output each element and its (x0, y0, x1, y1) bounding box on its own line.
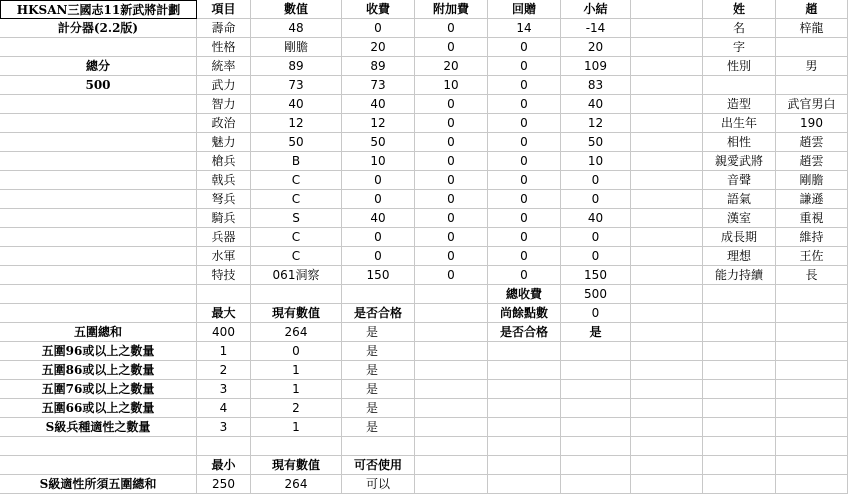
profile-label[interactable]: 出生年 (703, 114, 776, 133)
check-current[interactable]: 1 (251, 380, 342, 399)
stat-item[interactable]: 智力 (197, 95, 251, 114)
empty-cell[interactable] (631, 247, 703, 266)
empty-cell[interactable] (631, 285, 703, 304)
profile-value[interactable]: 趙雲 (776, 152, 848, 171)
stat-item[interactable]: 水軍 (197, 247, 251, 266)
stat-subtotal[interactable]: 12 (561, 114, 631, 133)
empty-cell[interactable] (251, 285, 342, 304)
sheet-row (0, 285, 848, 304)
stat-item[interactable]: 特技 (197, 266, 251, 285)
check-label[interactable]: S級兵種適性之數量 (0, 418, 197, 437)
check-pass[interactable]: 是 (342, 380, 415, 399)
check-label[interactable]: 五圍總和 (0, 323, 197, 342)
empty-cell[interactable] (776, 285, 848, 304)
empty-cell[interactable] (488, 418, 561, 437)
empty-cell[interactable] (415, 399, 488, 418)
stat-value[interactable]: B (251, 152, 342, 171)
sheet-row (0, 418, 848, 437)
empty-cell[interactable] (561, 456, 631, 475)
empty-cell[interactable] (415, 342, 488, 361)
profile-value[interactable]: 長 (776, 266, 848, 285)
profile-value[interactable]: 剛膽 (776, 171, 848, 190)
empty-cell[interactable] (631, 342, 703, 361)
s-header-usable[interactable]: 可否使用 (342, 456, 415, 475)
stat-fee[interactable]: 89 (342, 57, 415, 76)
stat-subtotal[interactable]: 109 (561, 57, 631, 76)
stat-rebate[interactable]: 0 (488, 228, 561, 247)
sheet-row (0, 171, 848, 190)
stat-rebate[interactable]: 0 (488, 209, 561, 228)
empty-cell[interactable] (0, 456, 197, 475)
empty-cell[interactable] (703, 285, 776, 304)
empty-cell[interactable] (0, 304, 197, 323)
check-pass[interactable]: 是 (342, 361, 415, 380)
empty-cell[interactable] (415, 285, 488, 304)
empty-cell[interactable] (631, 304, 703, 323)
check-pass[interactable]: 是 (342, 399, 415, 418)
stat-subtotal[interactable]: 50 (561, 133, 631, 152)
stat-fee[interactable]: 0 (342, 190, 415, 209)
total-score-label[interactable]: 總分 (0, 57, 197, 76)
sheet-row (0, 190, 848, 209)
empty-cell[interactable] (703, 437, 776, 456)
empty-cell[interactable] (0, 228, 197, 247)
sheet-title-cell[interactable]: HKSAN三國志11新武將計劃 (0, 0, 197, 19)
empty-cell[interactable] (631, 399, 703, 418)
check-label[interactable]: 五圍86或以上之數量 (0, 361, 197, 380)
stat-rebate[interactable]: 0 (488, 57, 561, 76)
empty-cell[interactable] (561, 342, 631, 361)
stat-subtotal[interactable]: 20 (561, 38, 631, 57)
remaining-points-value[interactable]: 0 (561, 304, 631, 323)
check-current[interactable]: 2 (251, 399, 342, 418)
empty-cell[interactable] (561, 399, 631, 418)
empty-cell[interactable] (776, 323, 848, 342)
stat-rebate[interactable]: 0 (488, 171, 561, 190)
stats-header-rebate[interactable]: 回贈 (488, 0, 561, 19)
s-header-min[interactable]: 最小 (197, 456, 251, 475)
profile-label[interactable]: 造型 (703, 95, 776, 114)
profile-value[interactable]: 武官男白 (776, 95, 848, 114)
empty-cell[interactable] (0, 133, 197, 152)
stat-rebate[interactable]: 0 (488, 133, 561, 152)
empty-cell[interactable] (703, 418, 776, 437)
sheet-row (0, 152, 848, 171)
sheet-row (0, 456, 848, 475)
sheet-row (0, 342, 848, 361)
stat-fee[interactable]: 0 (342, 247, 415, 266)
profile-label[interactable]: 性別 (703, 57, 776, 76)
sheet-row (0, 95, 848, 114)
stat-item[interactable]: 騎兵 (197, 209, 251, 228)
sheet-row (0, 114, 848, 133)
check-pass[interactable]: 是 (342, 323, 415, 342)
check-max[interactable]: 400 (197, 323, 251, 342)
empty-cell[interactable] (631, 266, 703, 285)
stat-surcharge[interactable]: 0 (415, 190, 488, 209)
stat-value[interactable]: C (251, 247, 342, 266)
profile-value[interactable]: 重視 (776, 209, 848, 228)
profile-value[interactable]: 王佐 (776, 247, 848, 266)
stat-value[interactable]: C (251, 190, 342, 209)
check-header-max[interactable]: 最大 (197, 304, 251, 323)
empty-cell[interactable] (631, 38, 703, 57)
stat-surcharge[interactable]: 0 (415, 38, 488, 57)
stat-fee[interactable]: 50 (342, 133, 415, 152)
stat-subtotal[interactable]: 0 (561, 190, 631, 209)
stat-value[interactable]: 061洞察 (251, 266, 342, 285)
check-header-current[interactable]: 現有數值 (251, 304, 342, 323)
remaining-points-label[interactable]: 尚餘點數 (488, 304, 561, 323)
empty-cell[interactable] (703, 399, 776, 418)
empty-cell[interactable] (0, 437, 197, 456)
check-max[interactable]: 4 (197, 399, 251, 418)
sheet-row (0, 76, 848, 95)
stat-item[interactable]: 槍兵 (197, 152, 251, 171)
stat-item[interactable]: 性格 (197, 38, 251, 57)
empty-cell[interactable] (0, 152, 197, 171)
empty-cell[interactable] (776, 475, 848, 494)
profile-value[interactable]: 男 (776, 57, 848, 76)
stat-value[interactable]: S (251, 209, 342, 228)
stat-surcharge[interactable]: 0 (415, 95, 488, 114)
stat-rebate[interactable]: 14 (488, 19, 561, 38)
stat-item[interactable]: 統率 (197, 57, 251, 76)
check-max[interactable]: 3 (197, 418, 251, 437)
stat-subtotal[interactable]: 0 (561, 228, 631, 247)
stat-surcharge[interactable]: 0 (415, 228, 488, 247)
profile-label[interactable] (703, 76, 776, 95)
s-requirement-current[interactable]: 264 (251, 475, 342, 494)
empty-cell[interactable] (776, 456, 848, 475)
profile-value[interactable]: 趙雲 (776, 133, 848, 152)
sheet-row (0, 57, 848, 76)
stat-fee[interactable]: 0 (342, 19, 415, 38)
empty-cell[interactable] (631, 76, 703, 95)
profile-value[interactable] (776, 38, 848, 57)
sheet-row (0, 19, 848, 38)
empty-cell[interactable] (415, 304, 488, 323)
empty-cell[interactable] (703, 475, 776, 494)
stat-surcharge[interactable]: 0 (415, 114, 488, 133)
stat-surcharge[interactable]: 0 (415, 247, 488, 266)
profile-label[interactable]: 語氣 (703, 190, 776, 209)
stat-rebate[interactable]: 0 (488, 247, 561, 266)
stats-header-surcharge[interactable]: 附加費 (415, 0, 488, 19)
stat-fee[interactable]: 12 (342, 114, 415, 133)
empty-cell[interactable] (776, 418, 848, 437)
empty-cell[interactable] (0, 209, 197, 228)
sheet-row (0, 380, 848, 399)
sheet-row (0, 437, 848, 456)
stat-fee[interactable]: 150 (342, 266, 415, 285)
empty-cell[interactable] (561, 380, 631, 399)
stat-surcharge[interactable]: 10 (415, 76, 488, 95)
empty-cell[interactable] (415, 437, 488, 456)
stat-subtotal[interactable]: 0 (561, 247, 631, 266)
stat-subtotal[interactable]: 150 (561, 266, 631, 285)
empty-cell[interactable] (415, 456, 488, 475)
empty-cell[interactable] (631, 456, 703, 475)
profile-label[interactable]: 能力持續 (703, 266, 776, 285)
empty-cell[interactable] (415, 380, 488, 399)
profile-value[interactable] (776, 76, 848, 95)
empty-cell[interactable] (488, 361, 561, 380)
stat-surcharge[interactable]: 20 (415, 57, 488, 76)
overall-pass-value[interactable]: 是 (561, 323, 631, 342)
empty-cell[interactable] (631, 0, 703, 19)
empty-cell[interactable] (0, 285, 197, 304)
empty-cell[interactable] (776, 399, 848, 418)
stat-rebate[interactable]: 0 (488, 38, 561, 57)
stat-rebate[interactable]: 0 (488, 95, 561, 114)
profile-value[interactable]: 梓龍 (776, 19, 848, 38)
stat-value[interactable]: 48 (251, 19, 342, 38)
s-requirement-min[interactable]: 250 (197, 475, 251, 494)
stat-surcharge[interactable]: 0 (415, 171, 488, 190)
total-fee-value[interactable]: 500 (561, 285, 631, 304)
profile-label[interactable]: 親愛武將 (703, 152, 776, 171)
stat-item[interactable]: 魅力 (197, 133, 251, 152)
empty-cell[interactable] (251, 437, 342, 456)
sheet-row (0, 209, 848, 228)
empty-cell[interactable] (776, 304, 848, 323)
sheet-row (0, 304, 848, 323)
stat-fee[interactable]: 40 (342, 209, 415, 228)
stat-rebate[interactable]: 0 (488, 76, 561, 95)
stats-header-fee[interactable]: 收費 (342, 0, 415, 19)
empty-cell[interactable] (488, 437, 561, 456)
empty-cell[interactable] (631, 475, 703, 494)
empty-cell[interactable] (776, 342, 848, 361)
sheet-row (0, 399, 848, 418)
stats-header-item[interactable]: 項目 (197, 0, 251, 19)
total-score-value[interactable]: 500 (0, 76, 197, 95)
empty-cell[interactable] (415, 475, 488, 494)
profile-header-value[interactable]: 趙 (776, 0, 848, 19)
empty-cell[interactable] (197, 285, 251, 304)
empty-cell[interactable] (561, 437, 631, 456)
profile-value[interactable]: 維持 (776, 228, 848, 247)
stat-item[interactable]: 政治 (197, 114, 251, 133)
stat-rebate[interactable]: 0 (488, 152, 561, 171)
empty-cell[interactable] (415, 323, 488, 342)
sheet-row (0, 475, 848, 494)
empty-cell[interactable] (342, 285, 415, 304)
check-current[interactable]: 1 (251, 361, 342, 380)
stat-item[interactable]: 戟兵 (197, 171, 251, 190)
stat-subtotal[interactable]: 40 (561, 209, 631, 228)
stat-subtotal[interactable]: 40 (561, 95, 631, 114)
sheet-row (0, 133, 848, 152)
check-max[interactable]: 2 (197, 361, 251, 380)
check-pass[interactable]: 是 (342, 418, 415, 437)
empty-cell[interactable] (488, 399, 561, 418)
empty-cell[interactable] (703, 380, 776, 399)
sheet-row (0, 228, 848, 247)
sheet-row (0, 0, 848, 19)
stat-fee[interactable]: 20 (342, 38, 415, 57)
empty-cell[interactable] (561, 361, 631, 380)
empty-cell[interactable] (197, 437, 251, 456)
empty-cell[interactable] (631, 228, 703, 247)
stats-header-value[interactable]: 數值 (251, 0, 342, 19)
empty-cell[interactable] (631, 133, 703, 152)
s-requirement-label[interactable]: S級適性所須五圍總和 (0, 475, 197, 494)
empty-cell[interactable] (703, 304, 776, 323)
stat-surcharge[interactable]: 0 (415, 266, 488, 285)
stat-rebate[interactable]: 0 (488, 114, 561, 133)
stat-fee[interactable]: 0 (342, 228, 415, 247)
calculator-version-cell[interactable]: 計分器(2.2版) (0, 19, 197, 38)
profile-value[interactable]: 190 (776, 114, 848, 133)
profile-label[interactable]: 音聲 (703, 171, 776, 190)
empty-cell[interactable] (631, 57, 703, 76)
stat-fee[interactable]: 40 (342, 95, 415, 114)
empty-cell[interactable] (488, 475, 561, 494)
check-max[interactable]: 3 (197, 380, 251, 399)
stat-fee[interactable]: 73 (342, 76, 415, 95)
empty-cell[interactable] (631, 171, 703, 190)
empty-cell[interactable] (488, 380, 561, 399)
empty-cell[interactable] (0, 190, 197, 209)
sheet-row (0, 247, 848, 266)
stat-subtotal[interactable]: 10 (561, 152, 631, 171)
empty-cell[interactable] (0, 114, 197, 133)
profile-value[interactable]: 謙遜 (776, 190, 848, 209)
stat-value[interactable]: 40 (251, 95, 342, 114)
profile-label[interactable]: 漢室 (703, 209, 776, 228)
overall-pass-label[interactable]: 是否合格 (488, 323, 561, 342)
empty-cell[interactable] (342, 437, 415, 456)
check-max[interactable]: 1 (197, 342, 251, 361)
stat-surcharge[interactable]: 0 (415, 152, 488, 171)
s-header-current[interactable]: 現有數值 (251, 456, 342, 475)
empty-cell[interactable] (631, 380, 703, 399)
empty-cell[interactable] (631, 323, 703, 342)
empty-cell[interactable] (776, 380, 848, 399)
empty-cell[interactable] (631, 152, 703, 171)
empty-cell[interactable] (0, 266, 197, 285)
check-label[interactable]: 五圍66或以上之數量 (0, 399, 197, 418)
stat-subtotal[interactable]: 83 (561, 76, 631, 95)
sheet-row (0, 323, 848, 342)
profile-header-label[interactable]: 姓 (703, 0, 776, 19)
stat-value[interactable]: 12 (251, 114, 342, 133)
empty-cell[interactable] (631, 19, 703, 38)
stat-item[interactable]: 弩兵 (197, 190, 251, 209)
empty-cell[interactable] (631, 114, 703, 133)
empty-cell[interactable] (561, 418, 631, 437)
check-pass[interactable]: 是 (342, 342, 415, 361)
stat-subtotal[interactable]: -14 (561, 19, 631, 38)
empty-cell[interactable] (631, 437, 703, 456)
stat-subtotal[interactable]: 0 (561, 171, 631, 190)
check-header-pass[interactable]: 是否合格 (342, 304, 415, 323)
check-current[interactable]: 1 (251, 418, 342, 437)
stat-value[interactable]: 50 (251, 133, 342, 152)
stat-fee[interactable]: 0 (342, 171, 415, 190)
stat-surcharge[interactable]: 0 (415, 209, 488, 228)
stat-surcharge[interactable]: 0 (415, 19, 488, 38)
empty-cell[interactable] (415, 418, 488, 437)
stat-item[interactable]: 壽命 (197, 19, 251, 38)
s-requirement-usable[interactable]: 可以 (342, 475, 415, 494)
empty-cell[interactable] (0, 95, 197, 114)
empty-cell[interactable] (0, 171, 197, 190)
empty-cell[interactable] (415, 361, 488, 380)
profile-label[interactable]: 字 (703, 38, 776, 57)
stat-item[interactable]: 武力 (197, 76, 251, 95)
stat-value[interactable]: C (251, 171, 342, 190)
stat-surcharge[interactable]: 0 (415, 133, 488, 152)
profile-label[interactable]: 名 (703, 19, 776, 38)
stat-fee[interactable]: 10 (342, 152, 415, 171)
empty-cell[interactable] (561, 475, 631, 494)
profile-label[interactable]: 理想 (703, 247, 776, 266)
check-current[interactable]: 264 (251, 323, 342, 342)
stat-rebate[interactable]: 0 (488, 266, 561, 285)
profile-label[interactable]: 成長期 (703, 228, 776, 247)
stats-header-subtotal[interactable]: 小結 (561, 0, 631, 19)
empty-cell[interactable] (488, 342, 561, 361)
profile-label[interactable]: 相性 (703, 133, 776, 152)
empty-cell[interactable] (0, 38, 197, 57)
empty-cell[interactable] (776, 437, 848, 456)
total-fee-label[interactable]: 總收費 (488, 285, 561, 304)
empty-cell[interactable] (703, 361, 776, 380)
stat-rebate[interactable]: 0 (488, 190, 561, 209)
sheet-row (0, 361, 848, 380)
empty-cell[interactable] (631, 361, 703, 380)
empty-cell[interactable] (703, 323, 776, 342)
empty-cell[interactable] (0, 247, 197, 266)
sheet-row (0, 38, 848, 57)
empty-cell[interactable] (488, 456, 561, 475)
empty-cell[interactable] (631, 190, 703, 209)
empty-cell[interactable] (703, 342, 776, 361)
empty-cell[interactable] (631, 95, 703, 114)
stat-value[interactable]: C (251, 228, 342, 247)
stat-item[interactable]: 兵器 (197, 228, 251, 247)
stat-value[interactable]: 89 (251, 57, 342, 76)
check-current[interactable]: 0 (251, 342, 342, 361)
empty-cell[interactable] (631, 209, 703, 228)
empty-cell[interactable] (776, 361, 848, 380)
check-label[interactable]: 五圍96或以上之數量 (0, 342, 197, 361)
stat-value[interactable]: 73 (251, 76, 342, 95)
empty-cell[interactable] (631, 418, 703, 437)
stat-value[interactable]: 剛膽 (251, 38, 342, 57)
empty-cell[interactable] (703, 456, 776, 475)
check-label[interactable]: 五圍76或以上之數量 (0, 380, 197, 399)
sheet-row (0, 266, 848, 285)
